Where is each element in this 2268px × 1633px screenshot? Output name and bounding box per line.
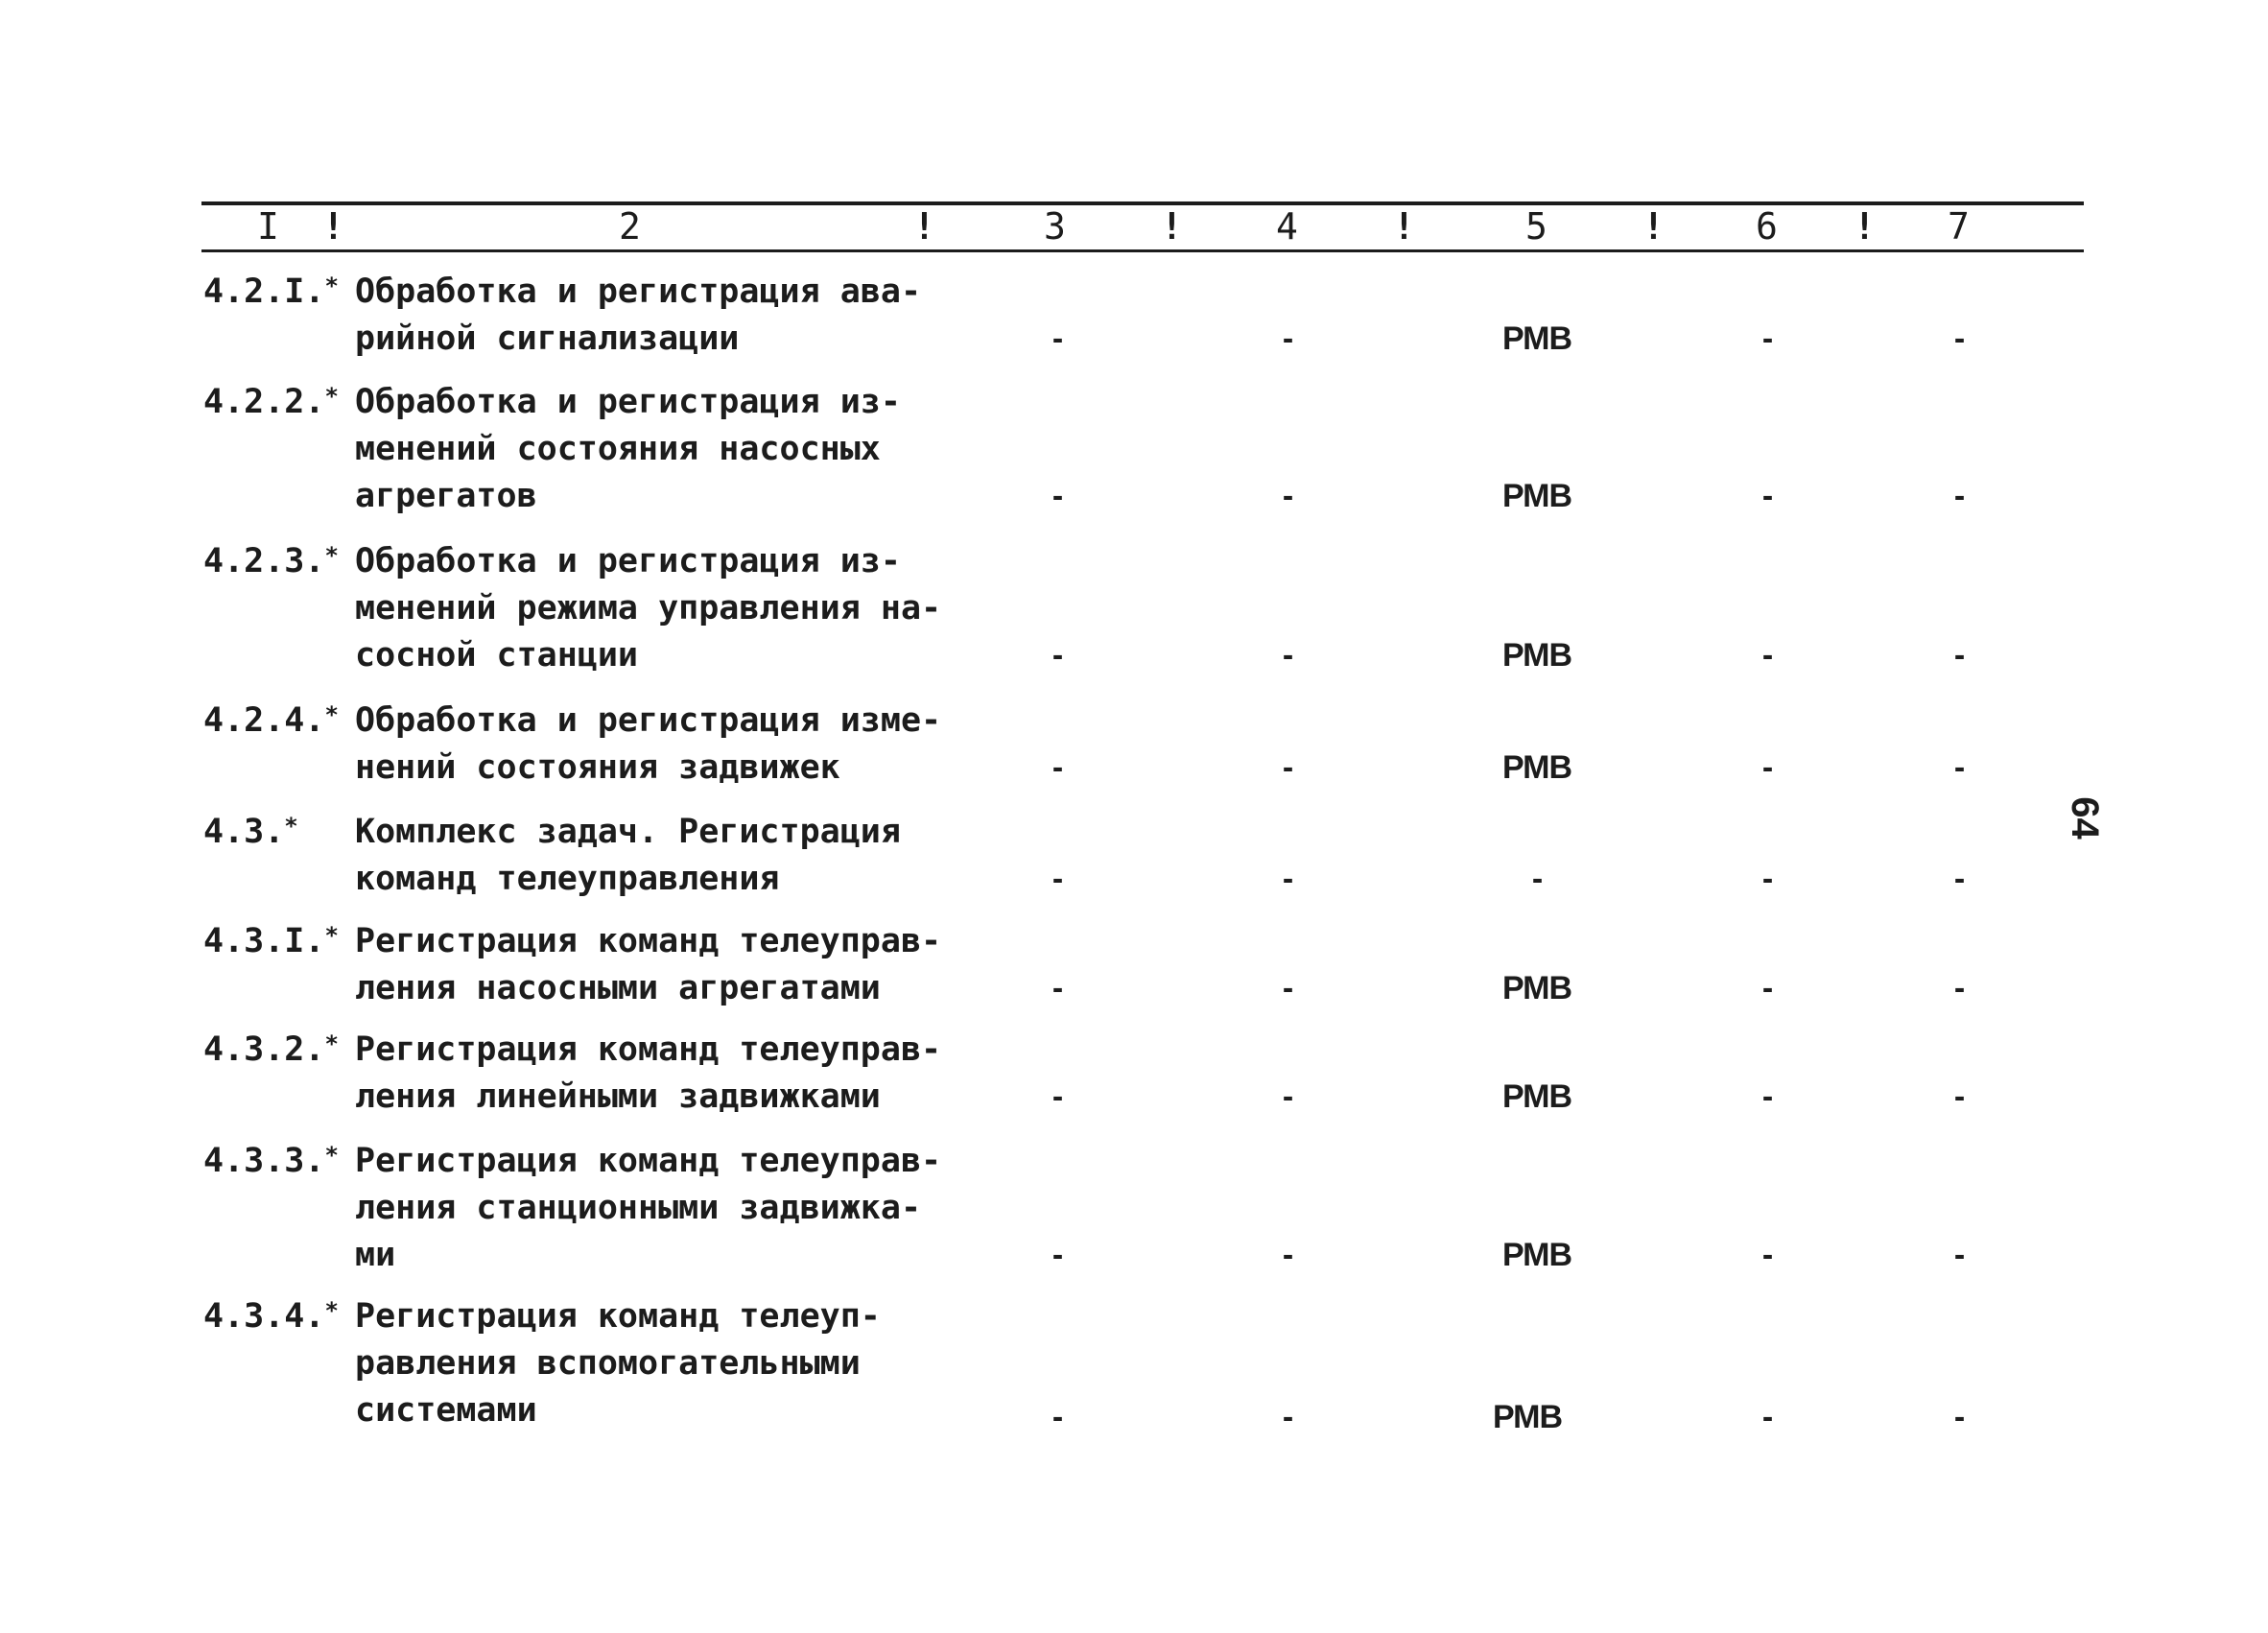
cell-col-7: - <box>1953 1237 1965 1273</box>
cell-col-5: РМВ <box>1501 478 1572 514</box>
row-number: 4.3.2.* <box>203 1030 339 1069</box>
cell-col-7: - <box>1953 320 1965 357</box>
cell-col-5: РМВ <box>1501 970 1572 1006</box>
row-number: 4.2.I.* <box>203 272 339 311</box>
header-col-3: 3 <box>1044 205 1066 248</box>
cell-col-4: - <box>1282 749 1293 786</box>
cell-col-3: - <box>1051 970 1063 1006</box>
header-separator: ! <box>1161 205 1183 248</box>
cell-col-5: РМВ <box>1501 637 1572 674</box>
header-separator: ! <box>1854 205 1876 248</box>
cell-col-5: РМВ <box>1501 749 1572 786</box>
cell-col-6: - <box>1761 320 1773 357</box>
cell-col-7: - <box>1953 1078 1965 1115</box>
cell-col-3: - <box>1051 478 1063 514</box>
header-col-2: 2 <box>619 205 641 248</box>
cell-col-3: - <box>1051 1399 1063 1435</box>
cell-col-5: РМВ <box>1501 320 1572 357</box>
row-description: Регистрация команд телеуправ- ления станционными задвижка- ми <box>355 1142 942 1274</box>
cell-col-3: - <box>1051 1078 1063 1115</box>
header-col-1: I <box>257 205 279 248</box>
asterisk-mark: * <box>324 1142 339 1169</box>
cell-col-3: - <box>1051 637 1063 674</box>
asterisk-mark: * <box>324 1297 339 1324</box>
table-header <box>0 203 2268 249</box>
asterisk-mark: * <box>284 813 298 840</box>
cell-col-4: - <box>1282 861 1293 897</box>
asterisk-mark: * <box>324 383 339 410</box>
cell-col-4: - <box>1282 637 1293 674</box>
row-description: Обработка и регистрация из- менений режима управления на- сосной станции <box>355 542 942 674</box>
cell-col-5: РМВ <box>1501 1237 1572 1273</box>
cell-col-3: - <box>1051 320 1063 357</box>
cell-col-7: - <box>1953 749 1965 786</box>
row-description: Регистрация команд телеуп- равления вспомогательными системами <box>355 1297 881 1430</box>
row-description: Регистрация команд телеуправ- ления насосными агрегатами <box>355 922 942 1007</box>
cell-col-5: РМВ <box>1492 1399 1563 1435</box>
cell-col-6: - <box>1761 749 1773 786</box>
page-number: 64 <box>2063 796 2106 840</box>
cell-col-4: - <box>1282 1399 1293 1435</box>
cell-col-7: - <box>1953 1399 1965 1435</box>
row-description: Обработка и регистрация изме- нений состояния задвижек <box>355 701 942 787</box>
cell-col-6: - <box>1761 861 1773 897</box>
cell-col-6: - <box>1761 1237 1773 1273</box>
cell-col-4: - <box>1282 320 1293 357</box>
cell-col-7: - <box>1953 637 1965 674</box>
asterisk-mark: * <box>324 542 339 569</box>
row-number: 4.3.4.* <box>203 1297 339 1336</box>
header-col-4: 4 <box>1276 205 1298 248</box>
row-description: Регистрация команд телеуправ- ления линейными задвижками <box>355 1030 942 1116</box>
row-number: 4.2.2.* <box>203 383 339 421</box>
cell-col-6: - <box>1761 637 1773 674</box>
asterisk-mark: * <box>324 701 339 728</box>
cell-col-3: - <box>1051 749 1063 786</box>
cell-col-4: - <box>1282 970 1293 1006</box>
row-description: Комплекс задач. Регистрация команд телеуправления <box>355 813 901 898</box>
cell-col-4: - <box>1282 478 1293 514</box>
row-number: 4.3.I.* <box>203 922 339 960</box>
cell-col-6: - <box>1761 478 1773 514</box>
header-col-7: 7 <box>1948 205 1970 248</box>
row-number: 4.3.3.* <box>203 1142 339 1180</box>
table-header-rule <box>201 249 2084 252</box>
asterisk-mark: * <box>324 1030 339 1057</box>
cell-col-5: РМВ <box>1501 1078 1572 1115</box>
cell-col-4: - <box>1282 1078 1293 1115</box>
cell-col-5: - <box>1531 861 1543 897</box>
asterisk-mark: * <box>324 272 339 299</box>
cell-col-7: - <box>1953 478 1965 514</box>
cell-col-6: - <box>1761 970 1773 1006</box>
cell-col-4: - <box>1282 1237 1293 1273</box>
header-separator: ! <box>913 205 935 248</box>
row-number: 4.3.* <box>203 813 298 851</box>
cell-col-7: - <box>1953 861 1965 897</box>
header-col-6: 6 <box>1756 205 1778 248</box>
asterisk-mark: * <box>324 922 339 949</box>
row-number: 4.2.3.* <box>203 542 339 580</box>
header-separator: ! <box>1642 205 1665 248</box>
cell-col-6: - <box>1761 1078 1773 1115</box>
row-number: 4.2.4.* <box>203 701 339 740</box>
cell-col-6: - <box>1761 1399 1773 1435</box>
header-separator: ! <box>322 205 344 248</box>
cell-col-3: - <box>1051 861 1063 897</box>
header-separator: ! <box>1393 205 1415 248</box>
row-description: Обработка и регистрация из- менений состояния насосных агрегатов <box>355 383 901 515</box>
cell-col-3: - <box>1051 1237 1063 1273</box>
header-col-5: 5 <box>1525 205 1547 248</box>
cell-col-7: - <box>1953 970 1965 1006</box>
row-description: Обработка и регистрация ава- рийной сигнализации <box>355 272 922 358</box>
